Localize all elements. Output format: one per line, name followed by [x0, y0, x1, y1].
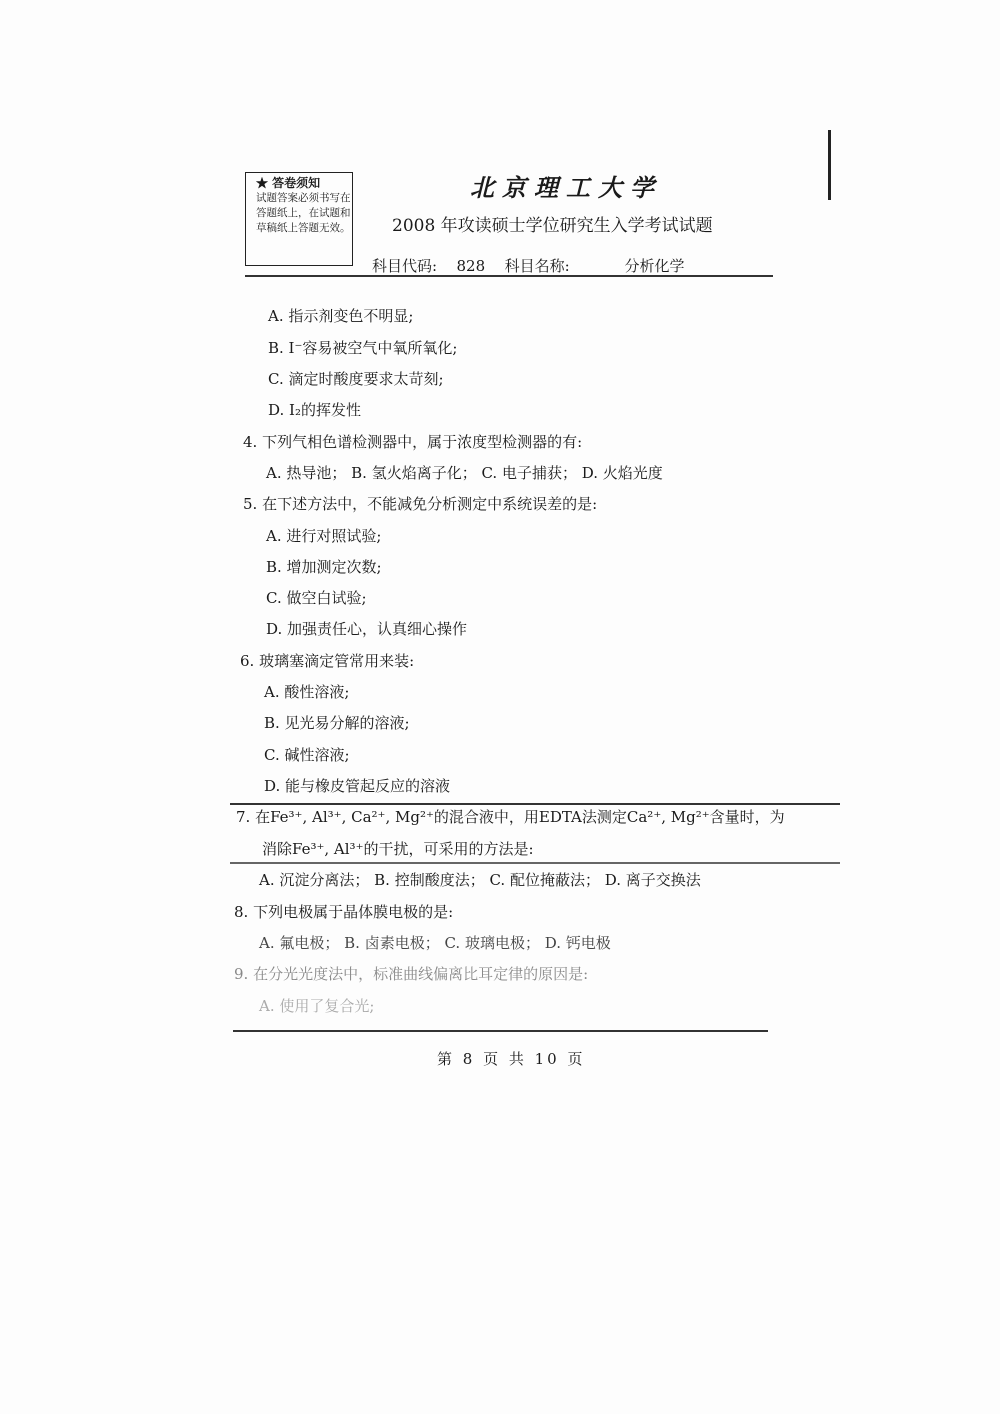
question: 6. 玻璃塞滴定管常用来装:	[240, 652, 415, 670]
university-name: 北京理工大学	[470, 173, 662, 202]
option: A. 酸性溶液;	[264, 683, 350, 701]
name-label: 科目名称:	[504, 257, 570, 275]
option: B. 见光易分解的溶液;	[264, 714, 410, 732]
option: C. 做空白试验;	[266, 589, 367, 607]
notice-body: 试题答案必须书写在答题纸上，在试题和草稿纸上答题无效。	[256, 192, 351, 234]
question: 4. 下列气相色谱检测器中，属于浓度型检测器的有:	[243, 433, 583, 451]
question: 7. 在Fe³⁺, Al³⁺, Ca²⁺, Mg²⁺的混合液中，用EDTA法测定Ca²⁺, Mg²⁺含量时，为	[236, 808, 785, 826]
option: C. 滴定时酸度要求太苛刻;	[268, 370, 444, 388]
subject-line	[372, 255, 734, 277]
subject-name: 分析化学	[574, 255, 734, 277]
notice-title: ★ 答卷须知	[256, 176, 321, 190]
header-rule	[245, 275, 773, 277]
option: D. I₂的挥发性	[268, 401, 361, 419]
option: B. 增加测定次数;	[266, 558, 382, 576]
question: 9. 在分光光度法中，标准曲线偏离比耳定律的原因是:	[234, 965, 589, 983]
option: A. 进行对照试验;	[266, 527, 382, 545]
scan-rule	[230, 803, 840, 805]
page-number: 第 8 页 共 10 页	[437, 1050, 586, 1068]
option: A. 使用了复合光;	[259, 997, 375, 1015]
option: A. 沉淀分离法； B. 控制酸度法； C. 配位掩蔽法； D. 离子交换法	[259, 871, 701, 889]
option: A. 指示剂变色不明显;	[268, 307, 414, 325]
option: A. 氟电极； B. 卤素电极； C. 玻璃电极； D. 钙电极	[259, 934, 611, 952]
question: 8. 下列电极属于晶体膜电极的是:	[234, 903, 454, 921]
scan-rule	[230, 862, 840, 864]
option: C. 碱性溶液;	[264, 746, 350, 764]
option: A. 热导池； B. 氢火焰离子化； C. 电子捕获； D. 火焰光度	[266, 464, 663, 482]
option: D. 加强责任心，认真细心操作	[266, 620, 468, 638]
answer-notice-box	[245, 172, 353, 266]
code-label: 科目代码:	[372, 257, 438, 275]
scan-artifact-bar	[828, 130, 831, 200]
exam-title: 2008 年攻读硕士学位研究生入学考试试题	[392, 216, 713, 236]
option: D. 能与橡皮管起反应的溶液	[264, 777, 451, 795]
option: B. I⁻容易被空气中氧所氧化;	[268, 339, 458, 357]
question: 5. 在下述方法中，不能减免分析测定中系统误差的是:	[243, 495, 598, 513]
footer-rule	[233, 1030, 768, 1032]
question-continued: 消除Fe³⁺, Al³⁺的干扰，可采用的方法是:	[262, 840, 534, 858]
subject-code: 828	[442, 257, 500, 276]
